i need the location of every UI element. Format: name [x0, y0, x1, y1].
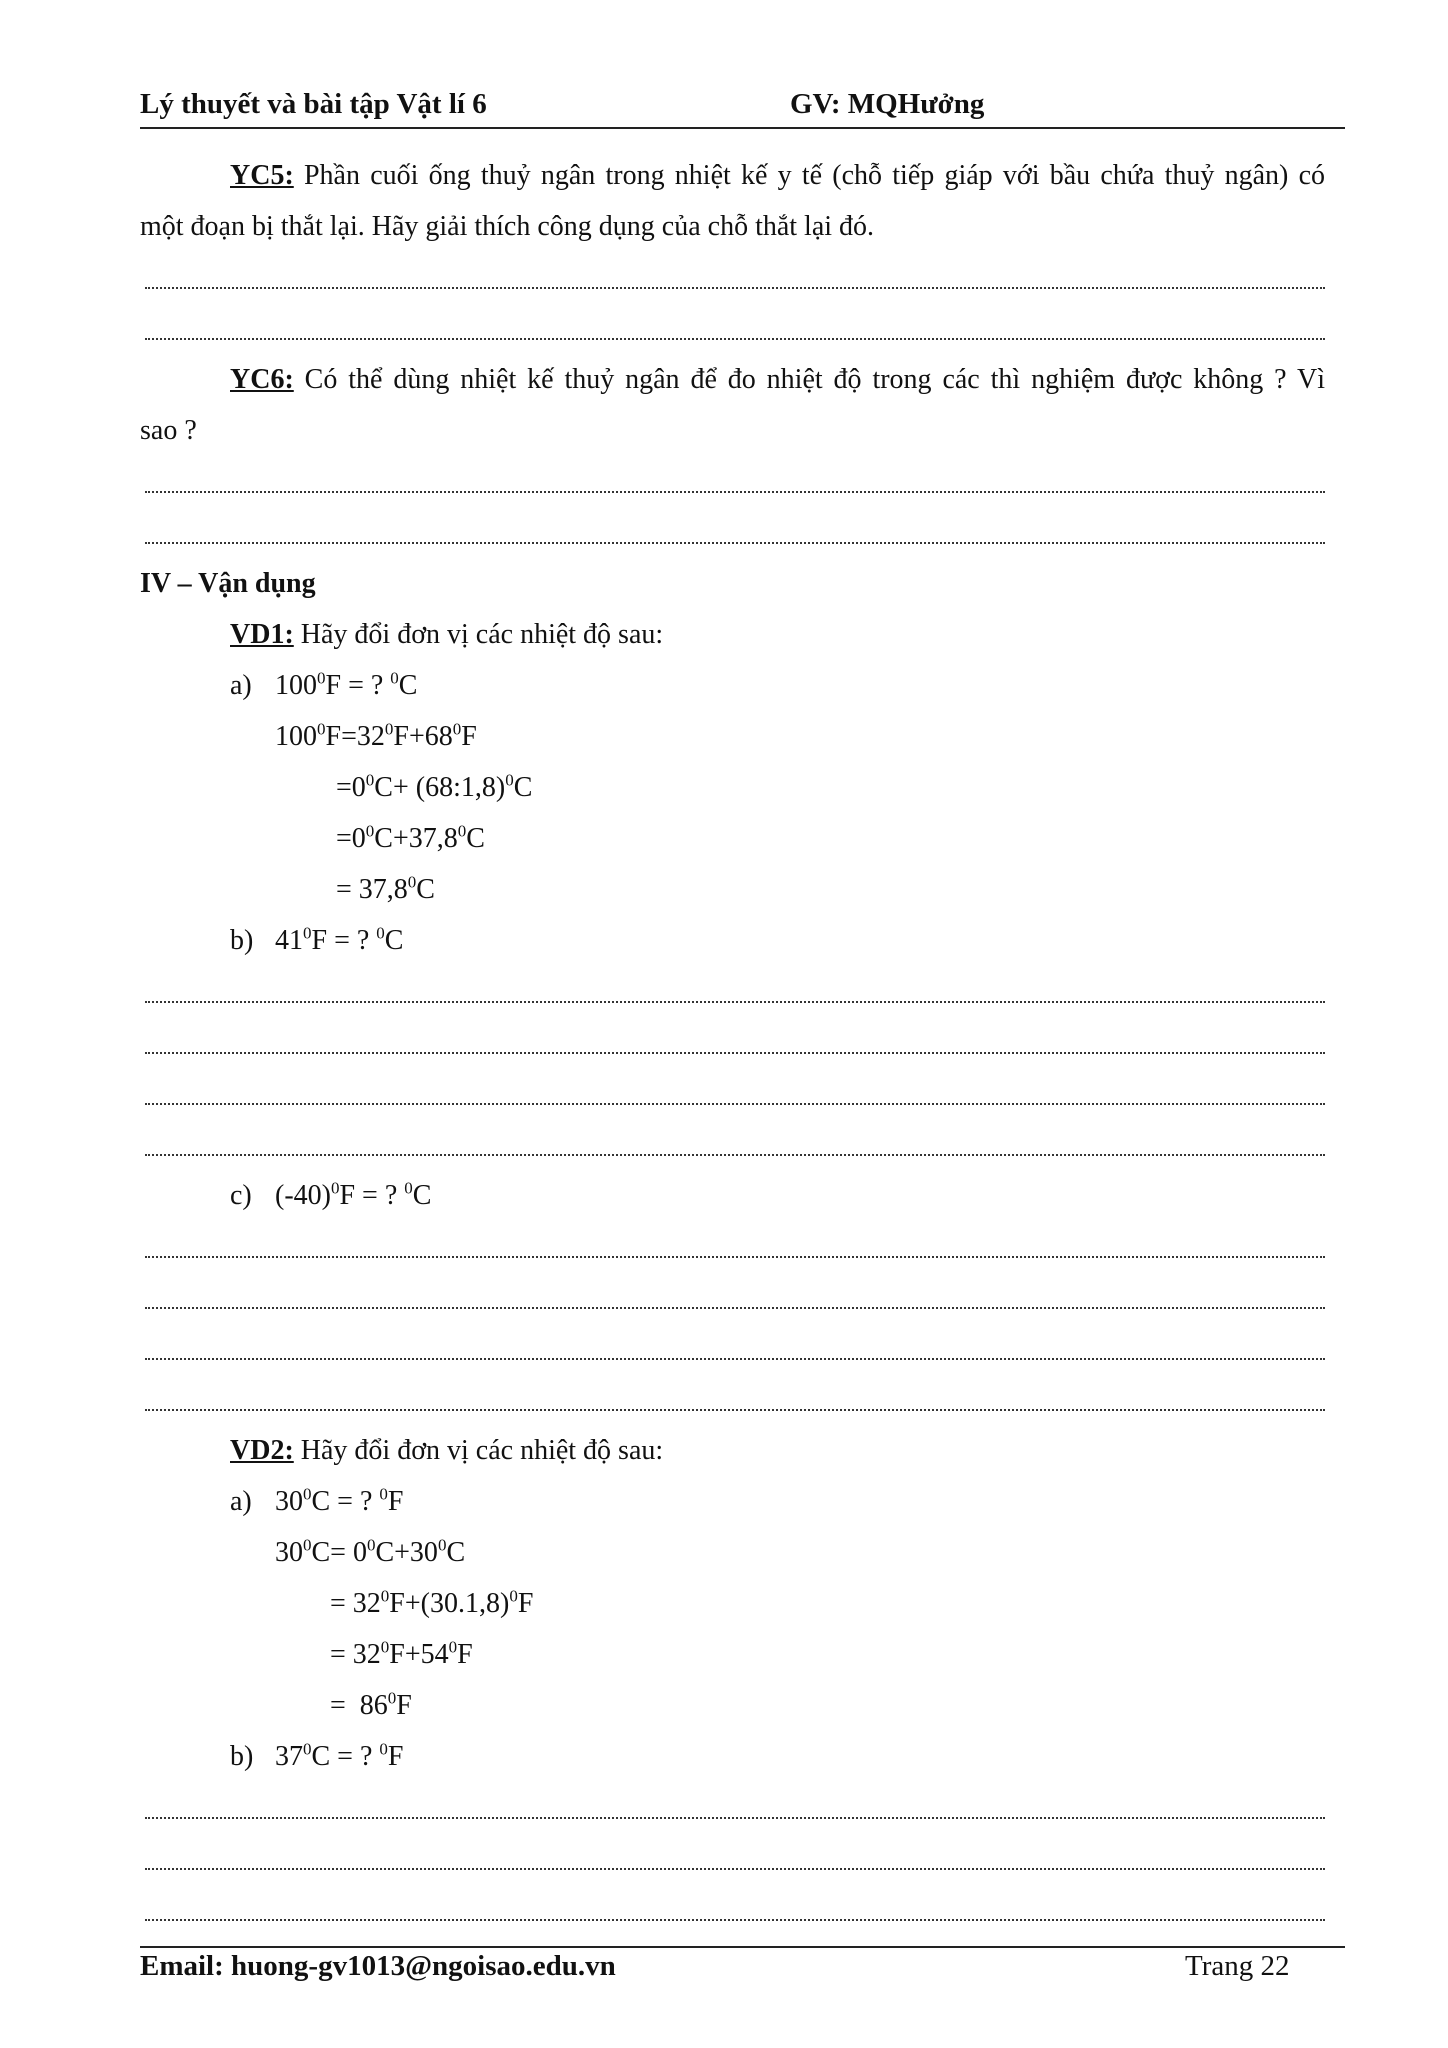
answer-line — [140, 1323, 1325, 1374]
answer-line — [140, 1374, 1325, 1425]
vd2-a-question: a) $30^0C$ = ? $^0$F — [140, 1476, 1325, 1527]
answer-line — [140, 1221, 1325, 1272]
vd2-a-step1: $30^0C= 0^0C+30^0C$ — [275, 1535, 466, 1568]
yc5-text-line1: Phần cuối ống thuỷ ngân trong nhiệt kế y tế (chỗ tiếp giáp với bầu chứa thuỷ ngân) có — [293, 160, 1325, 191]
answer-line — [140, 1272, 1325, 1323]
vd1-a-step4: = $37,8^0C$ — [336, 872, 435, 905]
vd1-a-step2: $=0^0C+$ (68:1,8)$^0$C — [336, 770, 533, 803]
vd1-label: VD1: — [230, 619, 294, 650]
vd2-b-question: b) $37^0C$ = ? $^0$F — [140, 1731, 1325, 1782]
vd1-prompt-line — [140, 609, 1325, 660]
yc5-question-line1 — [140, 150, 1325, 201]
yc5-label: YC5: — [230, 160, 294, 191]
vd1-prompt: Hãy đổi đơn vị các nhiệt độ sau: — [293, 619, 664, 650]
vd1-b-question: b) $41^0F$ = ? $^0$C — [140, 915, 1325, 966]
yc6-text-line1: Có thể dùng nhiệt kế thuỷ ngân để đo nhiệt độ trong các thì nghiệm được không ? Vì — [293, 364, 1325, 395]
answer-line — [140, 1017, 1325, 1068]
vd1-a-step3: $=0^0C+37,8^0C$ — [336, 821, 485, 854]
vd2-prompt: Hãy đổi đơn vị các nhiệt độ sau: — [293, 1435, 664, 1466]
answer-line — [140, 303, 1325, 354]
vd2-label: VD2: — [230, 1435, 294, 1466]
vd2-prompt-line — [140, 1425, 1325, 1476]
answer-line — [140, 1884, 1325, 1935]
page-number: Trang 22 — [1185, 1950, 1290, 1982]
vd2-a-step4: = $86^0F$ — [330, 1688, 412, 1721]
header-title: Lý thuyết và bài tập Vật lí 6 — [140, 88, 487, 120]
footer-email: Email: huong-gv1013@ngoisao.edu.vn — [140, 1950, 616, 1982]
header-author: GV: MQHưởng — [790, 88, 985, 120]
list-marker: a) — [230, 1486, 252, 1517]
answer-line — [140, 252, 1325, 303]
answer-line — [140, 1782, 1325, 1833]
yc6-label: YC6: — [230, 364, 294, 395]
vd2-a-step3: = $32^0F+54^0F$ — [330, 1637, 473, 1670]
list-marker: b) — [230, 1741, 254, 1772]
header-divider — [140, 127, 1345, 129]
answer-line — [140, 966, 1325, 1017]
answer-line — [140, 456, 1325, 507]
list-marker: a) — [230, 670, 252, 701]
section-heading: IV – Vận dụng — [140, 568, 316, 599]
answer-line — [140, 1833, 1325, 1884]
answer-line — [140, 507, 1325, 558]
yc6-question-line1 — [140, 354, 1325, 405]
vd1-c-question: c) $(-40)^0F$ = ? $^0$C — [140, 1170, 1325, 1221]
vd1-a-question: a) $100^0F$ = ? $^0$C — [140, 660, 1325, 711]
answer-line — [140, 1119, 1325, 1170]
yc5-question-line2: một đoạn bị thắt lại. Hãy giải thích công dụng của chỗ thắt lại đó. — [140, 211, 875, 242]
list-marker: b) — [230, 925, 254, 956]
answer-line — [140, 1068, 1325, 1119]
vd2-a-step2: = $32^0F+(30.1,8)^0F$ — [330, 1586, 534, 1619]
yc6-question-line2: sao ? — [140, 415, 197, 446]
list-marker: c) — [230, 1180, 252, 1211]
vd1-a-step1: $100^0F=32^0F+68^0F$ — [275, 719, 477, 752]
page-footer — [140, 1950, 1345, 1990]
page-header — [140, 88, 1345, 128]
page-content — [140, 150, 1325, 1935]
footer-divider — [140, 1946, 1345, 1948]
